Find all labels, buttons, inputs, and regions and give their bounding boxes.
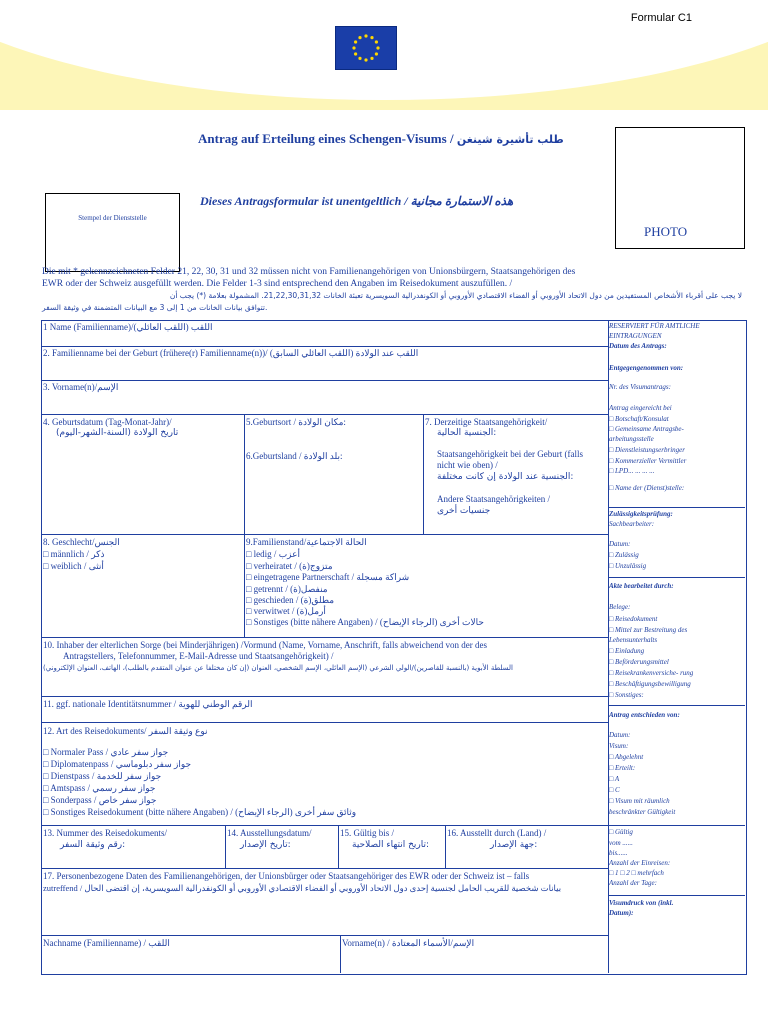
sidebar-line-1: EINTRAGUNGEN	[609, 332, 662, 340]
sidebar-check-c[interactable]: □ C	[609, 786, 620, 794]
field-9-label: 9.Familienstand/الحالة الاجتماعية	[246, 537, 367, 547]
field-11-label: 11. ggf. nationale Identitätsnummer / الرقم الوطني للهوية	[43, 699, 253, 709]
checkbox-service-pass[interactable]: □ Dienstpass / جواز سفر للخدمة	[43, 771, 162, 781]
sidebar-check-office[interactable]: □ Name der (Dienst)stelle:	[609, 484, 685, 492]
stamp-label: Stempel der Dienststelle	[78, 214, 147, 222]
row-line	[41, 868, 608, 869]
field-15-label-ar: تاريخ انتهاء الصلاحية:	[352, 840, 430, 850]
checkbox-special-pass[interactable]: □ Sonderpass / جواز سفر خاص	[43, 795, 157, 805]
sidebar-line	[608, 895, 745, 896]
field-7-other-label: Andere Staatsangehörigkeiten /	[437, 494, 550, 504]
sidebar-check-refused[interactable]: □ Abgelehnt	[609, 753, 644, 761]
col-line	[338, 825, 339, 868]
field-15-label: 15. Gültig bis /	[340, 828, 395, 838]
sidebar-check-embassy[interactable]: □ Botschaft/Konsulat	[609, 415, 669, 423]
sidebar-check-insurance[interactable]: □ Reisekrankenversiche- rung	[609, 669, 694, 677]
intro-line-3: لا يجب على أقرباء الأشخاص المستفيدين من دول الاتحاد الأوروبي أو الفضاء الاقتصادي الأوروبي أو الكونفدرالية السويسرية تعبئة الخانات 21,22,30,31,32. المشمولة بعلامة (*) يجب أن	[169, 291, 742, 300]
photo-box	[615, 127, 745, 249]
checkbox-female[interactable]: □ weiblich / أنثى	[43, 561, 104, 571]
row-line	[41, 825, 608, 826]
stamp-box	[45, 193, 180, 272]
sidebar-line	[608, 507, 745, 508]
field-7-birth-label-ar: الجنسية عند الولادة إن كانت مختلفة:	[437, 472, 574, 482]
col-line	[445, 825, 446, 868]
sidebar-admissibility-label: Zulässigkeitsprüfung:	[609, 510, 673, 518]
field-3-label: 3. Vorname(n)/الإسم	[43, 382, 119, 392]
sidebar-check-joint[interactable]: □ Gemeinsame Antragsbe-	[609, 425, 684, 433]
eu-flag-icon	[335, 26, 397, 70]
row-line	[41, 935, 608, 936]
sidebar-decided-label: Antrag entschieden von:	[609, 711, 680, 719]
form-title	[198, 131, 564, 147]
sidebar-print-label-2: Datum):	[609, 909, 634, 917]
intro-line-4: تتوافق بيانات الخانات من 1 إلى 3 مع البيانات المتضمنة في وثيقة السفر.	[42, 303, 268, 312]
sidebar-check-a[interactable]: □ A	[609, 775, 620, 783]
sidebar-check-other[interactable]: □ Sonstiges:	[609, 691, 644, 699]
sidebar-check-transport[interactable]: □ Beförderungsmittel	[609, 658, 669, 666]
sidebar-check-means[interactable]: □ Mittel zur Bestreitung des	[609, 626, 688, 634]
field-17-firstname-label: Vorname(n) / الإسم/الأسماء المعتادة	[342, 938, 475, 948]
checkbox-divorced[interactable]: □ geschieden / (ة)مطلق	[246, 595, 335, 605]
intro-line-2: EWR oder der Schweiz ausgefüllt werden. Die Felder 1-3 sind entsprechend den Angaben im Reisedokument auszufüllen. /	[42, 279, 513, 289]
field-10-label-ar: السلطة الأبوية (بالنسبة للقاصرين)/الولي الشرعي (الإسم العائلي، الإسم الشخصي، العنوان (إن كان مختلفا عن عنوان المتقدم بالطلب)، الهاتف، العنوان الإلكتروني)	[43, 664, 513, 672]
row-line	[41, 637, 608, 638]
checkbox-other-document[interactable]: □ Sonstiges Reisedokument (bitte nähere Angaben) / وثائق سفر أخرى (الرجاء الإيضاح)	[43, 807, 357, 817]
field-7-birth-label: Staatsangehörigkeit bei der Geburt (falls	[437, 449, 583, 459]
sidebar-check-commercial[interactable]: □ Kommerzieller Vermittler	[609, 457, 687, 465]
sidebar-check-provider[interactable]: □ Dienstleistungserbringer	[609, 446, 685, 454]
field-13-label: 13. Nummer des Reisedokuments/	[43, 828, 167, 838]
sidebar-submitted-label: Antrag eingereicht bei	[609, 404, 672, 412]
checkbox-widowed[interactable]: □ verwitwet / (ة)أرمل	[246, 606, 326, 616]
title-de: Antrag auf Erteilung eines Schengen-Visums /	[198, 131, 454, 146]
col-line	[423, 414, 424, 534]
checkbox-male[interactable]: □ männlich / ذكر	[43, 549, 105, 559]
row-line	[41, 722, 608, 723]
field-7-label-ar: الجنسية الحالية:	[437, 428, 497, 438]
field-7-label: 7. Derzeitige Staatsangehörigkeit/	[425, 417, 548, 427]
sidebar-date-2-label: Datum:	[609, 540, 631, 548]
sidebar-check-ltv[interactable]: □ Visum mit räumlich	[609, 797, 670, 805]
form-subtitle: Dieses Antragsformular ist unentgeltlich / هذه الاستمارة مجانية	[200, 194, 514, 208]
checkbox-diplomat-pass[interactable]: □ Diplomatenpass / جواز سفر دبلوماسي	[43, 759, 192, 769]
sidebar-valid-until: bis......	[609, 849, 628, 857]
sidebar-date-label: Datum des Antrags:	[609, 342, 667, 350]
field-7-birth-label-2: nicht wie oben) /	[437, 460, 498, 470]
sidebar-check-entries[interactable]: □ 1 □ 2 □ mehrfach	[609, 869, 664, 877]
field-10-label: 10. Inhaber der elterlichen Sorge (bei Minderjährigen) /Vormund (Name, Vorname, Anschrift, falls abweichend von der des	[43, 640, 487, 650]
checkbox-normal-pass[interactable]: □ Normaler Pass / جواز سفر عادي	[43, 747, 169, 757]
sidebar-days-label: Anzahl der Tage:	[609, 879, 657, 887]
field-7-other-label-ar: جنسيات أخرى	[437, 506, 491, 516]
sidebar-text: Lebensunterhalts	[609, 636, 658, 644]
row-line	[41, 414, 608, 415]
sidebar-check-admissible[interactable]: □ Zulässig	[609, 551, 639, 559]
field-8-label: 8. Geschlecht/الجنس	[43, 537, 120, 547]
sidebar-check-inadmissible[interactable]: □ Unzulässig	[609, 562, 647, 570]
sidebar-line	[608, 577, 745, 578]
row-line	[41, 534, 608, 535]
intro-line-1: Die mit * gekennzeichneten Felder 21, 22, 30, 31 und 32 müssen nicht von Familienangehörigen von Unionsbürgern, Staatsangehörigen des	[42, 267, 576, 277]
checkbox-other-status[interactable]: □ Sonstiges (bitte nähere Angaben) / حالات أخرى (الرجاء الإيضاح)	[246, 617, 484, 627]
sidebar-check-invitation[interactable]: □ Einladung	[609, 647, 645, 655]
field-14-label-ar: تاريخ الإصدار:	[240, 840, 291, 850]
sidebar-documents-label: Belege:	[609, 603, 631, 611]
sidebar-text: arbeitungsstelle	[609, 435, 654, 443]
sidebar-check-lpd[interactable]: □ LPD... ... ... ...	[609, 467, 655, 475]
field-12-label: 12. Art des Reisedokuments/ نوع وثيقة السفر	[43, 726, 208, 736]
sidebar-entries-label: Anzahl der Einreisen:	[609, 859, 671, 867]
row-line	[41, 346, 608, 347]
title-ar: طلب تأشيرة شينغن	[456, 133, 564, 146]
sidebar-number-label: Nr. des Visumantrags:	[609, 383, 671, 391]
sidebar-check-work-permit[interactable]: □ Beschäftigungsbewilligung	[609, 680, 691, 688]
row-line	[41, 380, 608, 381]
col-line	[244, 414, 245, 637]
field-14-label: 14. Ausstellungsdatum/	[227, 828, 312, 838]
field-4-label-ar: (تاريخ الولادة (السنة-الشهر-اليوم	[56, 428, 179, 438]
field-13-label-ar: رقم وثيقة السفر:	[60, 840, 126, 850]
sidebar-line-0: RESERVIERT FÜR AMTLICHE	[609, 322, 700, 330]
col-line	[340, 935, 341, 973]
sidebar-check-valid[interactable]: □ Gültig	[609, 828, 633, 836]
sidebar-line	[608, 705, 745, 706]
field-10-label-2: Antragstellers, Telefonnummer, E-Mail-Adresse und Staatsangehörigkeit) /	[63, 651, 334, 661]
checkbox-single[interactable]: □ ledig / أعزب	[246, 549, 300, 559]
field-16-label: 16. Ausstellt durch (Land) /	[447, 828, 547, 838]
col-line	[225, 825, 226, 868]
sidebar-received-label: Entgegengenommen von:	[609, 364, 684, 372]
sidebar-date-3-label: Datum:	[609, 731, 631, 739]
sidebar-line	[608, 825, 745, 826]
row-line	[41, 696, 608, 697]
field-6-label: 6.Geburtsland / بلد الولادة:	[246, 451, 343, 461]
field-4-label: 4. Geburtsdatum (Tag-Monat-Jahr)/	[43, 417, 172, 427]
sidebar-check-issued[interactable]: □ Erteilt:	[609, 764, 636, 772]
sidebar-text: beschränkter Gültigkeit	[609, 808, 676, 816]
field-16-label-ar: جهة الإصدار:	[490, 840, 538, 850]
checkbox-married[interactable]: □ verheiratet / (ة)متزوج	[246, 561, 333, 571]
sidebar-processed-label: Akte bearbeitet durch:	[609, 582, 674, 590]
photo-label: PHOTO	[644, 224, 688, 239]
sidebar-check-travel-doc[interactable]: □ Reisedokument	[609, 615, 658, 623]
form-code: Formular C1	[630, 12, 692, 24]
field-2-label: 2. Familienname bei der Geburt (frühere(r) Familienname(n))/ اللقب عند الولادة (اللقب العائلي السابق)	[43, 348, 419, 358]
field-1-label: 1 Name (Familienname)/(اللقب العائلي) اللقب	[43, 322, 213, 332]
field-5-label: 5.Geburtsort / مكان الولادة:	[246, 417, 346, 427]
field-17-surname-label: Nachname (Familienname) / اللقب	[43, 938, 170, 948]
sidebar-clerk-label: Sachbearbeiter:	[609, 520, 655, 528]
sidebar-valid-from: vom ......	[609, 839, 633, 847]
field-17-label: 17. Personenbezogene Daten des Familienangehörigen, der Unionsbürger oder Staatsangehöriger des EWR oder der Schweiz ist – falls	[43, 871, 530, 881]
checkbox-partnership[interactable]: □ eingetragene Partnerschaft / شراكة مسجلة	[246, 572, 410, 582]
checkbox-separated[interactable]: □ getrennt / (ة)منفصل	[246, 584, 328, 594]
sidebar-visa-label: Visum:	[609, 742, 629, 750]
sidebar-print-label: Visumdruck von (inkl.	[609, 899, 674, 907]
checkbox-official-pass[interactable]: □ Amtspass / جواز سفر رسمي	[43, 783, 156, 793]
field-17-label-2: zutreffend / بيانات شخصية للقريب الحامل لجنسية إحدى دول الاتحاد الأوروبي أو الفضاء الاقتصادي الأوروبي أو الكونفدرالية السويسرية، إن اقتضى الحال	[43, 883, 562, 893]
